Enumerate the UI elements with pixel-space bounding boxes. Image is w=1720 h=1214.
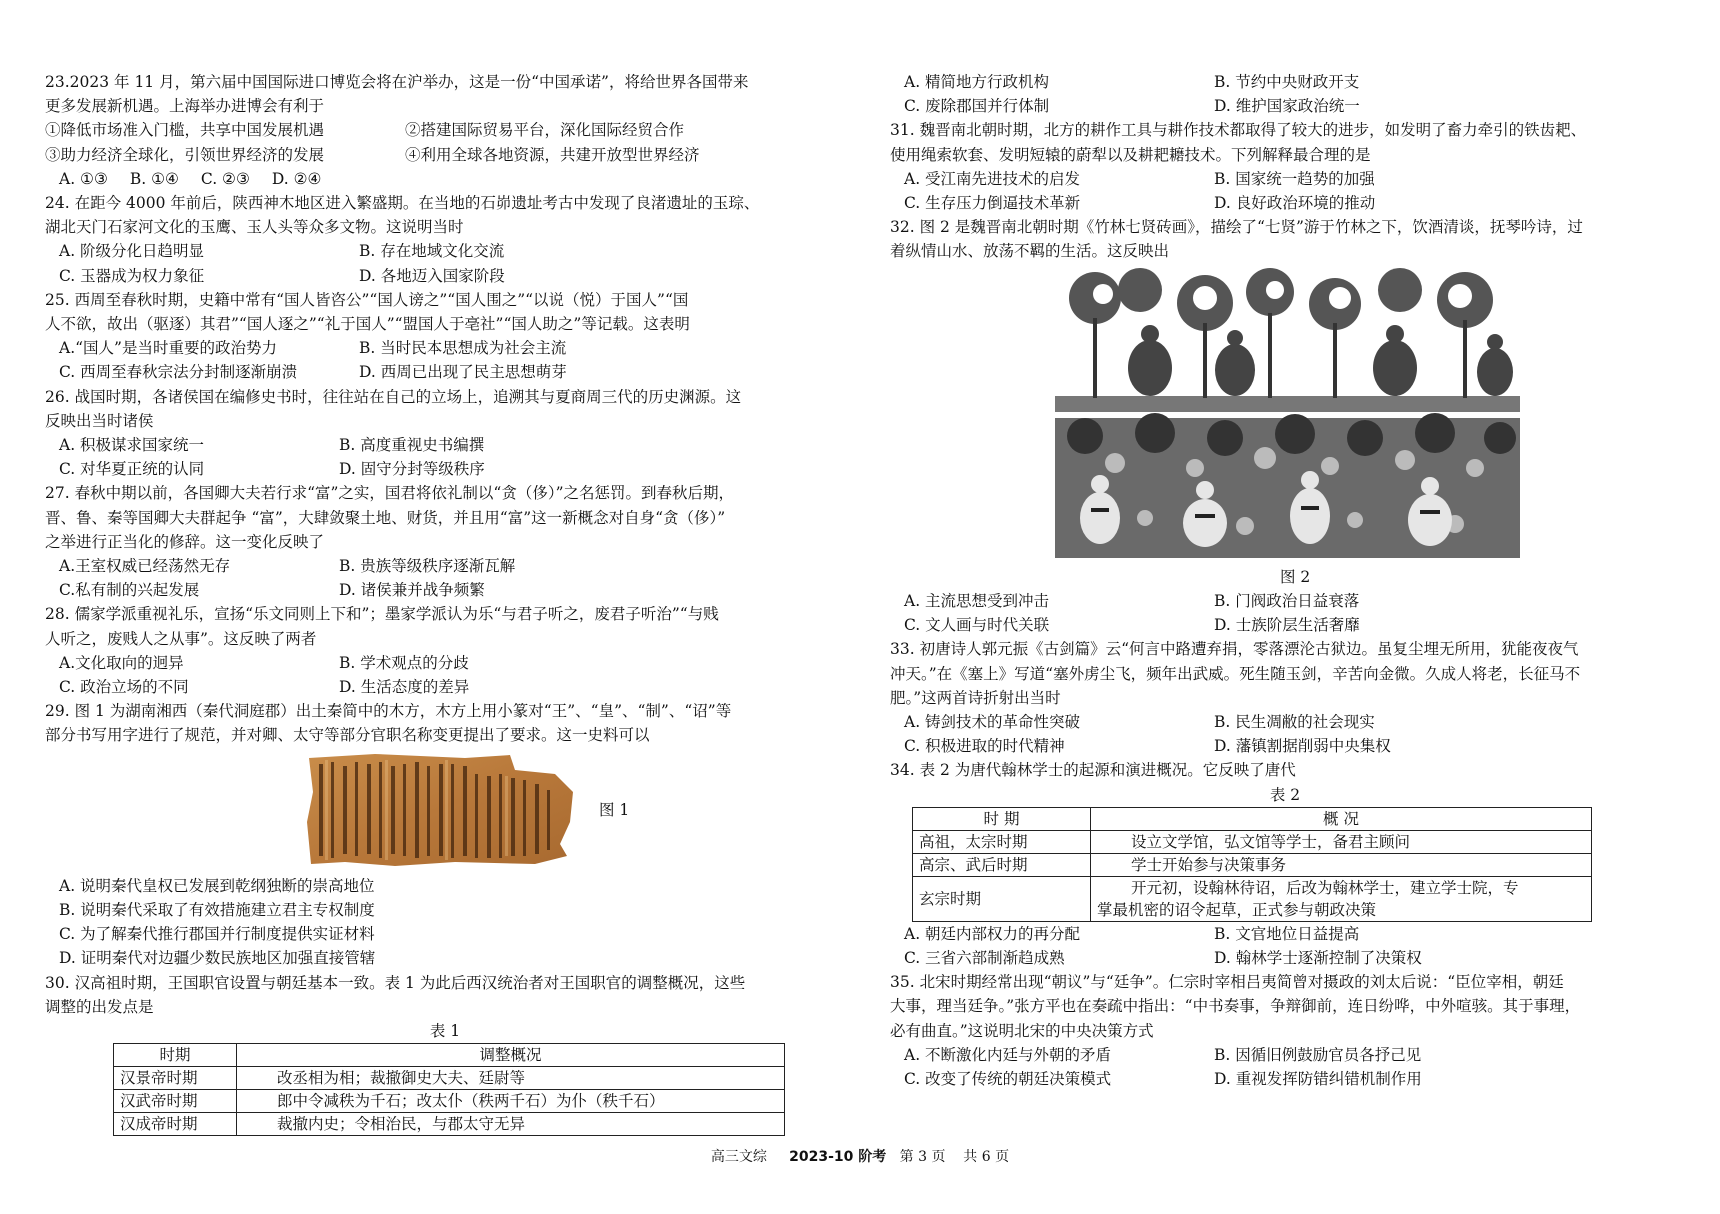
question-text: 反映出当时诸侯 [45,411,154,430]
option-b: B. 高度重视史书编撰 [339,436,485,455]
question-27 [45,481,845,602]
table-header: 调整概况 [237,1044,785,1067]
question-25 [45,288,845,385]
question-text: 31. 魏晋南北朝时期，北方的耕作工具与耕作技术都取得了较大的进步，如发明了畜力牵引的铁齿耙、 [890,121,1587,140]
option-d: D. 固守分封等级秩序 [339,460,485,479]
question-30-options [890,70,1680,118]
footer-grade: 高三文综 [710,1149,767,1165]
option-c: C. 对华夏正统的认同 [59,460,205,479]
question-26 [45,385,845,482]
question-text: 26. 战国时期，各诸侯国在编修史书时，往往站在自己的立场上，追溯其与夏商周三代的历史渊源。这 [45,387,742,406]
table-row [913,876,1592,921]
table-1-caption: 表 1 [429,1021,461,1040]
question-34 [890,758,1680,970]
question-text: 23.2023 年 11 月，第六届中国国际进口博览会将在沪举办，这是一份“中国承诺”，将给世界各国带来 [45,73,749,91]
footer-exam: 2023-10 阶考 [789,1149,887,1165]
table-row [114,1090,785,1113]
option-d: D. 重视发挥防错纠错机制作用 [1214,1070,1422,1089]
option-a: A. 阶级分化日趋明显 [59,242,205,261]
option-b: B. 因循旧例鼓励官员各抒己见 [1214,1045,1422,1064]
option-c: C. 政治立场的不同 [59,678,189,697]
table-2-caption: 表 2 [1269,785,1301,804]
table-cell-line: 开元初，设翰林待诏，后改为翰林学士，建立学士院，专 [1131,878,1519,897]
question-33 [890,637,1680,758]
option-b: B. 节约中央财政开支 [1214,73,1360,91]
option-d: D. 生活态度的差异 [339,678,470,697]
table-cell: 郎中令减秩为千石；改太仆（秩两千石）为仆（秩千石） [237,1090,785,1113]
question-text: 24. 在距今 4000 年前后，陕西神木地区进入繁盛期。在当地的石峁遗址考古中发现了良渚遗址的玉琮、 [45,194,760,213]
table-cell: 改丞相为相；裁撤御史大夫、廷尉等 [237,1067,785,1090]
question-text: 28. 儒家学派重视礼乐，宣扬“乐文同则上下和”；墨家学派认为乐“与君子听之，废君子听治”“与贱 [45,605,719,624]
option-c: C.私有制的兴起发展 [59,581,200,600]
question-text: 必有曲直。”这说明北宋的中央决策方式 [890,1021,1154,1040]
option-c: C. 玉器成为权力象征 [59,266,205,285]
option-a: A. 受江南先进技术的启发 [904,169,1081,188]
question-text: 更多发展新机遇。上海举办进博会有利于 [45,97,325,116]
figure-2-caption: 图 2 [1280,567,1311,586]
option-c: C. 积极进取的时代精神 [904,737,1065,756]
question-text: 35. 北宋时期经常出现“朝议”与“廷争”。仁宗时宰相吕夷简曾对摄政的刘太后说：“臣位宰相，朝廷 [890,973,1564,992]
table-cell: 高祖，太宗时期 [913,830,1091,853]
question-text: 冲天。”在《塞上》写道“塞外虏尘飞，频年出武威。死生随玉剑，辛苦向金微。久成人将老，长征马不 [890,664,1581,683]
option-c: C. 文人画与时代关联 [904,616,1050,635]
question-24 [45,191,845,288]
question-text: 32. 图 2 是魏晋南北朝时期《竹林七贤砖画》，描绘了“七贤”游于竹林之下，饮酒清谈，抚琴吟诗，过 [890,218,1583,237]
question-text: 人听之，废贱人之从事”。这反映了两者 [45,629,317,648]
table-cell: 设立文学馆，弘文馆等学士，备君主顾问 [1091,830,1592,853]
option-c: C. 为了解秦代推行郡国并行制度提供实证材料 [59,925,375,944]
table-header: 时期 [114,1044,237,1067]
page-footer [0,1146,1720,1166]
statement-2: ②搭建国际贸易平台，深化国际经贸合作 [405,121,685,140]
table-header: 时 期 [913,807,1091,830]
question-text: 晋、鲁、秦等国卿大夫群起争 “富”，大肆敛聚土地、财货，并且用“富”这一新概念对自身“贪（侈）” [45,508,726,527]
option-b: B. 存在地域文化交流 [359,242,505,261]
option-d: D. 西周已出现了民主思想萌芽 [359,363,567,382]
table-row [114,1113,785,1136]
option-b: B. 说明秦代采取了有效措施建立君主专权制度 [59,900,375,919]
option-a: A. 不断激化内廷与外朝的矛盾 [904,1045,1112,1064]
table-cell: 汉景帝时期 [114,1067,237,1090]
option-c: C. 西周至春秋宗法分封制逐渐崩溃 [59,363,298,382]
table-cell-line: 掌最机密的诏令起草，正式参与朝政决策 [1097,900,1377,919]
option-d: D. ②④ [271,169,322,188]
option-c: C. 改变了传统的朝廷决策模式 [904,1070,1112,1089]
option-d: D. 维护国家政治统一 [1214,97,1360,116]
table-row [913,830,1592,853]
table-cell [1091,876,1592,921]
question-31 [890,118,1680,215]
figure-1-caption: 图 1 [599,800,630,819]
option-b: B. 国家统一趋势的加强 [1214,169,1375,188]
statement-1: ①降低市场准入门槛，共享中国发展机遇 [45,121,325,140]
option-b: B. 贵族等级秩序逐渐瓦解 [339,557,516,576]
figure-1-wooden-tablet-image [305,752,575,868]
table-cell: 汉武帝时期 [114,1090,237,1113]
question-text: 湖北天门石家河文化的玉鹰、玉人头等众多文物。这说明当时 [45,218,464,237]
table-row [913,853,1592,876]
option-b: B. 当时民本思想成为社会主流 [359,339,567,358]
option-a: A. 积极谋求国家统一 [59,436,205,455]
table-cell: 学士开始参与决策事务 [1091,853,1592,876]
footer-page: 第 3 页 [899,1149,946,1165]
left-column [45,70,845,1136]
question-28 [45,602,845,699]
question-29 [45,699,845,970]
statement-3: ③助力经济全球化，引领世界经济的发展 [45,145,325,164]
option-d: D. 藩镇割据削弱中央集权 [1214,737,1391,756]
option-b: B. 民生凋敝的社会现实 [1214,713,1375,732]
option-b: B. ①④ [129,169,179,188]
option-d: D. 各地迈入国家阶段 [359,266,505,285]
question-text: 调整的出发点是 [45,997,154,1016]
option-a: A.王室权威已经荡然无存 [59,557,231,576]
option-a: A. ①③ [59,169,108,188]
footer-total: 共 6 页 [963,1149,1010,1165]
option-c: C. 废除郡国并行体制 [904,97,1050,116]
question-23 [45,70,845,191]
option-b: B. 学术观点的分歧 [339,653,469,672]
question-30 [45,971,845,1137]
table-row [114,1067,785,1090]
question-text: 33. 初唐诗人郭元振《古剑篇》云“何言中路遭弃捐，零落漂沦古狱边。虽复尘埋无所用，犹能夜夜气 [890,640,1579,659]
table-cell: 裁撤内史；令相治民，与郡太守无异 [237,1113,785,1136]
option-b: B. 门阀政治日益衰落 [1214,592,1360,611]
table-cell: 高宗、武后时期 [913,853,1091,876]
question-text: 人不欲，故出（驱逐）其君”“国人逐之”“礼于国人”“盟国人于亳社”“国人助之”等记载。这表明 [45,315,690,334]
option-c: C. 三省六部制渐趋成熟 [904,949,1065,968]
option-a: A. 精简地方行政机构 [904,73,1050,91]
table-cell: 汉成帝时期 [114,1113,237,1136]
option-d: D. 翰林学士逐渐控制了决策权 [1214,949,1422,968]
statement-4: ④利用全球各地资源，共建开放型世界经济 [405,145,700,164]
option-d: D. 诸侯兼并战争频繁 [339,581,485,600]
option-c: C. 生存压力倒逼技术革新 [904,194,1081,213]
lower-panel [1055,413,1520,558]
option-d: D. 良好政治环境的推动 [1214,194,1376,213]
option-a: A.文化取向的迥异 [59,653,184,672]
option-d: D. 证明秦代对边疆少数民族地区加强直接管辖 [59,949,376,968]
table-1 [113,1043,785,1136]
question-text: 大事，理当廷争。”张方平也在奏疏中指出：“中书奏事，争辩御前，连日纷哗，中外喧骇。其于事理， [890,997,1581,1016]
figure-2-brick-painting-image [1055,268,1520,558]
option-a: A. 说明秦代皇权已发展到乾纲独断的崇高地位 [59,876,375,895]
question-text: 肥。”这两首诗折射出当时 [890,688,1061,707]
question-text: 27. 春秋中期以前，各国卿大夫若行求“富”之实，国君将依礼制以“贪（侈）”之名惩罚。到春秋后期， [45,484,735,503]
question-text: 之举进行正当化的修辞。这一变化反映了 [45,532,325,551]
question-text: 部分书写用字进行了规范，并对卿、太守等部分官职名称变更提出了要求。这一史料可以 [45,726,650,745]
option-a: A. 铸剑技术的革命性突破 [904,713,1081,732]
table-header: 概 况 [1091,807,1592,830]
table-2 [912,807,1592,922]
option-a: A. 朝廷内部权力的再分配 [904,924,1081,943]
option-a: A.“国人”是当时重要的政治势力 [59,339,277,358]
question-text: 30. 汉高祖时期，王国职官设置与朝廷基本一致。表 1 为此后西汉统治者对王国职官的调整概况，这些 [45,973,746,992]
question-text: 25. 西周至春秋时期，史籍中常有“国人皆咨公”“国人谤之”“国人围之”“以说（悦）于国人”“国 [45,290,689,309]
table-cell: 玄宗时期 [913,876,1091,921]
question-text: 34. 表 2 为唐代翰林学士的起源和演进概况。它反映了唐代 [890,761,1296,780]
question-text: 29. 图 1 为湖南湘西（秦代洞庭郡）出土秦简中的木方，木方上用小篆对“王”、“皇”、“制”、“诏”等 [45,702,732,721]
option-b: B. 文官地位日益提高 [1214,924,1360,943]
option-a: A. 主流思想受到冲击 [904,592,1050,611]
question-35 [890,970,1680,1091]
option-d: D. 士族阶层生活奢靡 [1214,616,1360,635]
question-text: 着纵情山水、放荡不羁的生活。这反映出 [890,242,1170,261]
option-c: C. ②③ [200,169,250,188]
question-text: 使用绳索软套、发明短辕的蔚犁以及耕耙耱技术。下列解释最合理的是 [890,145,1371,164]
right-column [890,70,1680,1091]
question-32 [890,215,1680,637]
